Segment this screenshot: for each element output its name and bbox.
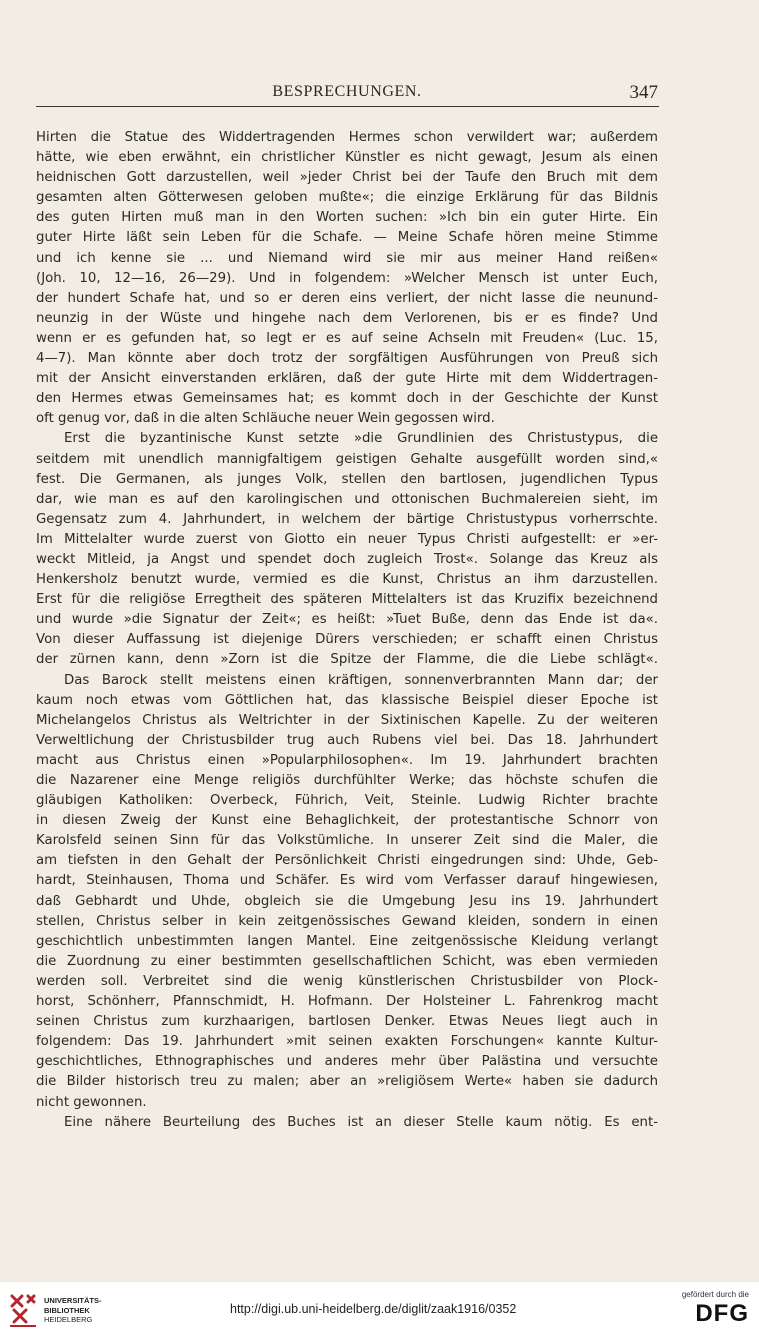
paragraph-2 bbox=[36, 429, 658, 670]
page-header bbox=[36, 82, 658, 108]
text-line: Erst die byzantinische Kunst setzte »die Grundlinien des Christustypus, die bbox=[64, 431, 658, 447]
funder-caption: gefördert durch die bbox=[681, 1290, 749, 1299]
text-line: hätte, wie eben erwähnt, ein christlicher Künstler es nicht gewagt, Jesum als einen bbox=[36, 150, 658, 166]
text-line: die Zuordnung zu einer bestimmten gesellschaftlichen Schicht, was eben vermieden bbox=[36, 953, 658, 969]
text-line: Hirten die Statue des Widdertragenden Hermes schon verwildert war; außerdem bbox=[36, 130, 658, 145]
text-line: stellen, Christus selber in kein zeitgenössisches Gewand kleiden, sondern in einen bbox=[36, 913, 658, 929]
text-line: am tiefsten in den Gehalt der Persönlichkeit Christi eingedrungen sind: Uhde, Geb- bbox=[36, 853, 658, 869]
text-line: daß Gebhardt und Uhde, obgleich sie die Umgebung Jesu ins 19. Jahrhundert bbox=[36, 893, 658, 909]
text-line: kaum noch etwas vom Göttlichen hat, das klassische Beispiel dieser Epoche ist bbox=[36, 692, 658, 708]
text-line: Michelangelos Christus als Weltrichter in der Sixtinischen Kapelle. Zu der weiteren bbox=[36, 712, 658, 728]
text-line: geschichtliches, Ethnographisches und anderes mehr über Palästina und versuchte bbox=[36, 1054, 658, 1070]
paragraph-3 bbox=[36, 671, 658, 1113]
library-name-line: HEIDELBERG bbox=[44, 1315, 93, 1324]
text-line: Verweltlichung der Christusbilder trug auch Rubens viel bei. Das 18. Jahrhundert bbox=[36, 732, 658, 748]
text-line: der zürnen kann, denn »Zorn ist die Spitze der Flamme, die die Liebe schlägt«. bbox=[36, 652, 658, 668]
text-line: seitdem mit unendlich mannigfaltigem geistigen Gehalte ausgefüllt worden sind,« bbox=[36, 451, 658, 467]
paragraph-4 bbox=[36, 1113, 658, 1133]
text-line: die Nazarener eine Menge religiös durchfühlter Werke; das höchste schufen die bbox=[36, 773, 658, 788]
text-line: in diesen Zweig der Kunst eine Behaglichkeit, der protestantische Schnorr von bbox=[36, 813, 658, 829]
text-line: Das Barock stellt meistens einen kräftigen, sonnenverbrannten Mann dar; der bbox=[64, 672, 658, 688]
paragraph-1 bbox=[36, 128, 658, 429]
text-line: folgendem: Das 19. Jahrhundert »mit seinen exakten Forschungen« kannte Kultur- bbox=[36, 1034, 658, 1050]
text-line: fest. Die Germanen, als junges Volk, stellen den bartlosen, jugendlichen Typus bbox=[36, 471, 658, 487]
text-line: oft genug vor, daß in die alten Schläuche neuer Wein gegossen wird. bbox=[36, 411, 495, 427]
text-line: Gegensatz zum 4. Jahrhundert, in welchem der bärtige Christustypus vorherrschte. bbox=[36, 511, 658, 527]
text-line: geschichtlich unbestimmten langen Mantel. Eine zeitgenössische Kleidung verlangt bbox=[36, 933, 658, 949]
body-text bbox=[36, 128, 658, 1133]
text-line: Von dieser Auffassung ist diejenige Dürers verschieden; er schafft einen Christus bbox=[36, 632, 658, 648]
text-line: macht aus Christus einen »Popularphilosophen«. Im 19. Jahrhundert brachten bbox=[36, 752, 658, 768]
library-name bbox=[44, 1296, 102, 1325]
text-line: gläubigen Katholiken: Overbeck, Führich, Veit, Steinle. Ludwig Richter brachte bbox=[36, 793, 658, 809]
text-line: der hundert Schafe hat, und so er deren eins verliert, der nicht lasse die neunund- bbox=[36, 290, 658, 306]
library-name-line: UNIVERSITÄTS- bbox=[44, 1296, 102, 1305]
text-line: horst, Schönherr, Pfannschmidt, H. Hofmann. Der Holsteiner L. Fahrenkrog macht bbox=[36, 994, 658, 1010]
text-line: und wurde »die Signatur der Zeit«; es heißt: »Tuet Buße, denn das Ende ist da«. bbox=[36, 612, 658, 628]
text-line: weckt Mitleid, ja Angst und spendet doch zugleich Trost«. Solange das Kreuz als bbox=[36, 551, 658, 567]
text-line: und ich kenne sie ... und Niemand wird sie mir aus meiner Hand reißen« bbox=[36, 250, 658, 266]
heidelberg-logo-icon bbox=[8, 1292, 38, 1328]
text-line: die Bilder historisch treu zu malen; aber an »religiösem Werte« haben sie dadurch bbox=[36, 1074, 658, 1090]
page-number: 347 bbox=[629, 82, 658, 103]
library-logo[interactable] bbox=[8, 1292, 158, 1330]
library-name-line: BIBLIOTHEK bbox=[44, 1305, 90, 1315]
text-line: Henkersholz benutzt wurde, vermied es die Kunst, Christus an ihm darzustellen. bbox=[36, 572, 658, 588]
text-line: dar, wie man es auf den karolingischen und ottonischen Buchmalereien sieht, im bbox=[36, 491, 658, 507]
text-line: hardt, Steinhausen, Thoma und Schäfer. Es wird vom Verfasser darauf hingewiesen, bbox=[36, 873, 658, 889]
viewer-footer bbox=[0, 1282, 759, 1338]
text-line: den Hermes etwas Gemeinsames hat; es kommt doch in der Geschichte der Kunst bbox=[36, 391, 658, 407]
permalink-url[interactable]: http://digi.ub.uni-heidelberg.de/diglit/zaak1916/0352 bbox=[230, 1302, 517, 1316]
text-line: Im Mittelalter wurde zuerst von Giotto ein neuer Typus Christi aufgestellt: er »er- bbox=[36, 531, 658, 547]
text-line: nicht gewonnen. bbox=[36, 1094, 147, 1110]
header-rule bbox=[36, 106, 659, 107]
text-line: Erst für die religiöse Erregtheit des späteren Mittelalters ist das Kruzifix bezeichnend bbox=[36, 592, 658, 608]
text-line: wenn er es gefunden hat, so legt er es auf seine Achseln mit Freuden« (Luc. 15, bbox=[36, 330, 658, 346]
text-line: neunzig in der Wüste und hingehe nach dem Verlorenen, bis er es finde? Und bbox=[36, 310, 658, 326]
text-line: Karolsfeld seinen Sinn für das Volkstümliche. In unserer Zeit sind die Maler, die bbox=[36, 833, 658, 849]
text-line: gesamten alten Götterwesen geloben mußte«; die einzige Erklärung für das Bildnis bbox=[36, 190, 658, 206]
text-line: des guten Hirten muß man in den Worten suchen: »Ich bin ein guter Hirte. Ein bbox=[36, 210, 658, 226]
text-line: (Joh. 10, 12—16, 26—29). Und in folgendem: »Welcher Mensch ist unter Euch, bbox=[36, 270, 658, 286]
text-line: Eine nähere Beurteilung des Buches ist an dieser Stelle kaum nötig. Es ent- bbox=[64, 1114, 658, 1130]
text-line: heidnischen Gott darzustellen, weil »jeder Christ bei der Taufe den Bruch mit dem bbox=[36, 170, 658, 186]
text-line: seinen Christus zum kurzhaarigen, bartlosen Denker. Etwas Neues liegt auch in bbox=[36, 1014, 658, 1030]
text-line: werden soll. Verbreitet sind die wenig künstlerischen Christusbilder von Plock- bbox=[36, 973, 658, 989]
dfg-funder[interactable] bbox=[659, 1290, 749, 1328]
text-line: mit der Ansicht einverstanden erklären, daß der gute Hirte mit dem Widdertragen- bbox=[36, 371, 658, 387]
text-line: 4—7). Man könnte aber doch trotz der sorgfältigen Ausführungen von Preuß sich bbox=[36, 351, 658, 367]
text-line: guter Hirte läßt sein Leben für die Schafe. — Meine Schafe hören meine Stimme bbox=[36, 230, 658, 246]
running-head: BESPRECHUNGEN. bbox=[272, 83, 422, 100]
dfg-logo: DFG bbox=[695, 1300, 749, 1327]
